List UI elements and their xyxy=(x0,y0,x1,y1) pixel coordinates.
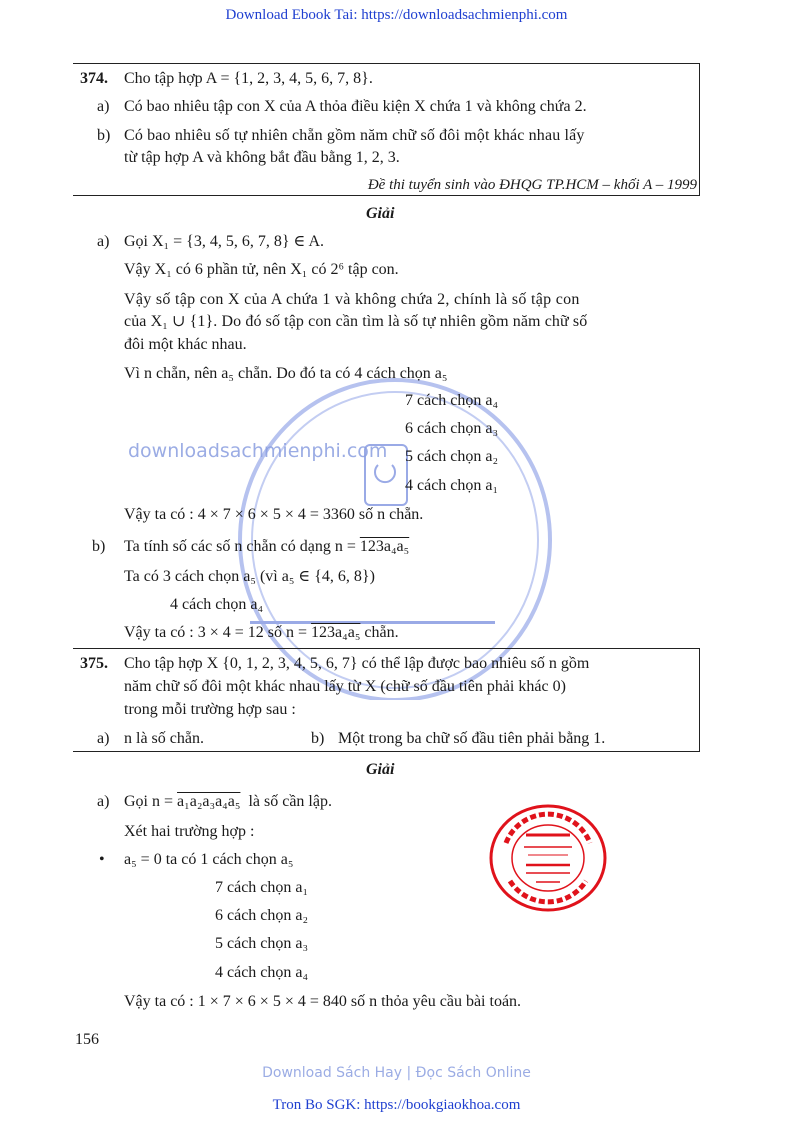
choice-line: 4 cách chọn a₄ xyxy=(170,596,264,613)
choice-line: 6 cách chọn a₂ xyxy=(215,907,309,924)
part-label: a) xyxy=(97,730,110,747)
part-label: a) xyxy=(97,233,110,250)
text: là số cần lập. xyxy=(240,793,332,810)
part-label: a) xyxy=(97,793,110,810)
problem-statement: năm chữ số đôi một khác nhau lấy từ X (chữ số đầu tiên phải khác 0) xyxy=(124,678,566,695)
solution-line: Vậy số tập con X của A chứa 1 và không chứa 2, chính là số tập con xyxy=(124,291,580,308)
problem-statement: trong mỗi trường hợp sau : xyxy=(124,701,296,718)
problem-source: Đề thi tuyển sinh vào ĐHQG TP.HCM – khối A – 1999 xyxy=(367,177,697,193)
choice-line: 6 cách chọn a₃ xyxy=(405,420,499,437)
choice-line: 5 cách chọn a₂ xyxy=(405,448,499,465)
choice-line: 4 cách chọn a₁ xyxy=(405,477,499,494)
choice-line: 7 cách chọn a₁ xyxy=(215,879,309,896)
part-b-text: Một trong ba chữ số đầu tiên phải bằng 1. xyxy=(338,730,606,747)
footer-sgk-link[interactable]: Tron Bo SGK: https://bookgiaokhoa.com xyxy=(272,1097,521,1113)
part-label: b) xyxy=(92,538,106,555)
problem-statement: Cho tập hợp X {0, 1, 2, 3, 4, 5, 6, 7} có thể lập được bao nhiêu số n gồm xyxy=(124,655,590,672)
watermark-site: downloadsachmienphi.com xyxy=(128,440,388,462)
solution-result xyxy=(124,624,399,642)
part-label: b) xyxy=(311,730,325,747)
text: Gọi n = xyxy=(124,793,178,810)
solution-line: Ta có 3 cách chọn a₅ (vì a₅ ∈ {4, 6, 8}) xyxy=(124,568,375,585)
bullet: • xyxy=(99,851,105,868)
solution-line: Vậy X₁ có 6 phần tử, nên X₁ có 2⁶ tập con. xyxy=(124,261,399,278)
solution-line: Vì n chẵn, nên a₅ chẵn. Do đó ta có 4 cách chọn a₅ xyxy=(124,365,448,382)
solution-line xyxy=(124,793,332,811)
overlined-number: 123a₄a₅ xyxy=(359,538,410,555)
solution-line xyxy=(124,538,409,556)
text: Ta tính số các số n chẵn có dạng n = xyxy=(124,538,360,555)
solution-result: Vậy ta có : 1 × 7 × 6 × 5 × 4 = 840 số n thỏa yêu cầu bài toán. xyxy=(124,993,522,1010)
choice-line: 4 cách chọn a₄ xyxy=(215,964,309,981)
stamp-seal xyxy=(488,803,608,913)
watermark-tagline: Download Sách Hay | Đọc Sách Online xyxy=(262,1065,531,1081)
problem-statement: Cho tập hợp A = {1, 2, 3, 4, 5, 6, 7, 8}. xyxy=(124,70,373,87)
choice-line: 7 cách chọn a₄ xyxy=(405,392,499,409)
overlined-number: 123a₄a₅ xyxy=(311,624,361,641)
part-label: b) xyxy=(97,127,111,144)
solution-line: đôi một khác nhau. xyxy=(124,336,247,353)
page-number: 156 xyxy=(75,1031,99,1048)
problem-number: 374. xyxy=(80,70,108,87)
solution-line: a₅ = 0 ta có 1 cách chọn a₅ xyxy=(124,851,294,868)
solution-title: Giải xyxy=(366,761,395,778)
header-download-link[interactable]: Download Ebook Tai: https://downloadsachmienphi.com xyxy=(225,7,568,23)
choice-line: 5 cách chọn a₃ xyxy=(215,935,309,952)
problem-number: 375. xyxy=(80,655,108,672)
part-a-text: n là số chẵn. xyxy=(124,730,204,747)
solution-title: Giải xyxy=(366,205,395,222)
text: chẵn. xyxy=(360,624,399,641)
part-label: a) xyxy=(97,98,110,115)
text: Vậy ta có : 3 × 4 = 12 số n = xyxy=(124,624,312,641)
solution-line: của X₁ ∪ {1}. Do đó số tập con cần tìm là số tự nhiên gồm năm chữ số xyxy=(124,313,588,330)
solution-line: Gọi X₁ = {3, 4, 5, 6, 7, 8} ∈ A. xyxy=(124,233,325,250)
part-b-text: Có bao nhiêu số tự nhiên chẵn gồm năm chữ số đôi một khác nhau lấy xyxy=(124,127,585,144)
solution-line: Xét hai trường hợp : xyxy=(124,823,255,840)
solution-result: Vậy ta có : 4 × 7 × 6 × 5 × 4 = 3360 số n chẵn. xyxy=(124,506,424,523)
part-b-text: từ tập hợp A và không bắt đầu bằng 1, 2, 3. xyxy=(124,149,400,166)
part-a-text: Có bao nhiêu tập con X của A thỏa điều kiện X chứa 1 và không chứa 2. xyxy=(124,98,587,115)
overlined-number: a₁a₂a₃a₄a₅ xyxy=(177,793,241,810)
